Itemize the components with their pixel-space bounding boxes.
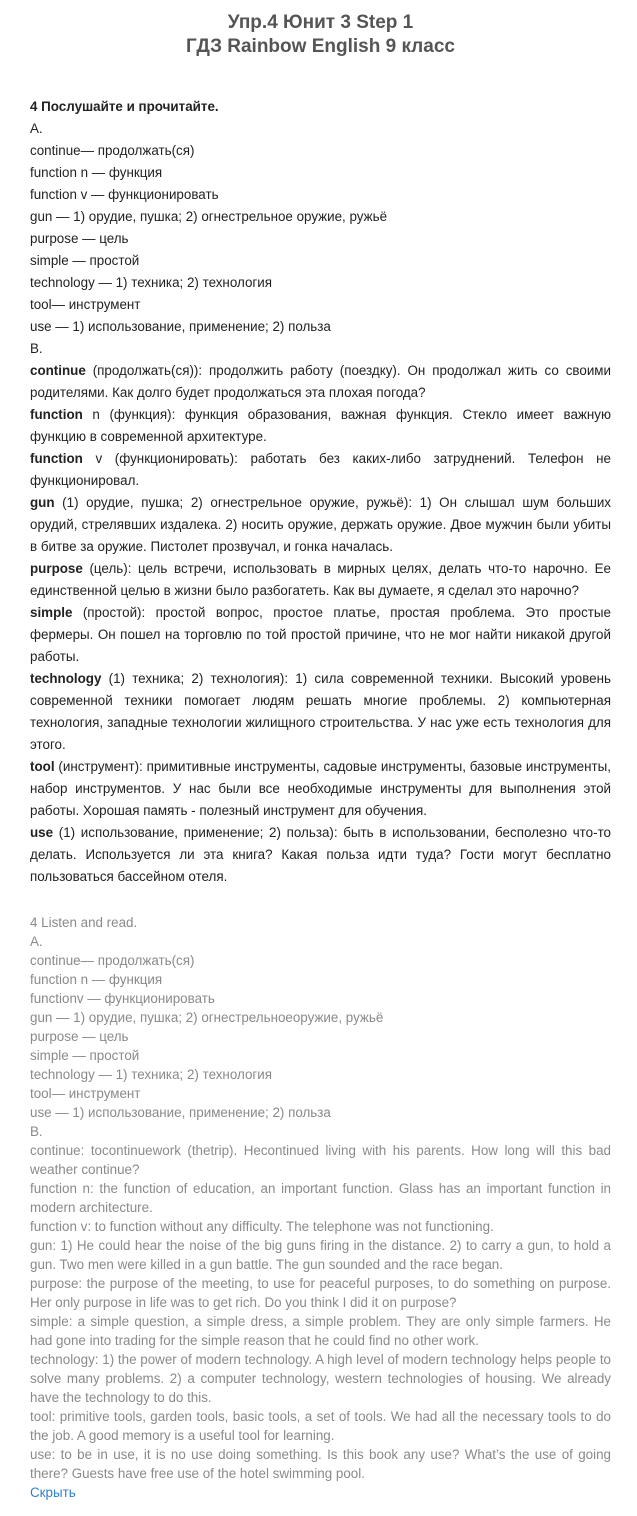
en-b-label: B. (30, 1124, 43, 1139)
ru-entry (30, 448, 611, 492)
ru-entry (30, 668, 611, 756)
en-vocab-item: gun — 1) орудие, пушка; 2) огнестрельноеоружие, ружьё (30, 1010, 384, 1025)
en-entry: purpose: the purpose of the meeting, to use for peaceful purposes, to do something on purpose. Her only purpose in life was to get rich. Do you think I did it on purpose? (30, 1276, 611, 1310)
title-line-2: ГДЗ Rainbow English 9 класс (186, 36, 455, 57)
ru-vocab-item: technology — 1) техника; 2) технология (30, 275, 273, 290)
en-vocab-item: functionv — функционировать (30, 991, 215, 1006)
en-entry: function n: the function of education, an important function. Glass has an important function in modern architecture. (30, 1181, 611, 1215)
ru-entry (30, 558, 611, 602)
en-vocab-item: function n — функция (30, 972, 163, 987)
en-vocab-item: continue— продолжать(ся) (30, 953, 195, 968)
en-entry: tool: primitive tools, garden tools, basic tools, a set of tools. We had all the necessary tools to do the job. A good memory is a useful tool for learning. (30, 1409, 611, 1443)
en-vocab-item: simple — простой (30, 1048, 140, 1063)
ru-entry (30, 492, 611, 558)
en-entry: continue: tocontinuework (thetrip). Hecontinued living with his parents. How long will this bad weather continue? (30, 1143, 611, 1177)
ru-entry-word: simple (30, 605, 73, 620)
ru-b-label: B. (30, 341, 43, 356)
ru-entry-word: function (30, 451, 83, 466)
title-line-1: Упр.4 Юнит 3 Step 1 (227, 12, 414, 33)
page-title (30, 0, 611, 59)
ru-entry (30, 602, 611, 668)
ru-entry-text: (продолжать(ся)): продолжить работу (поездку). Он продолжал жить со своими родителями. Как долго будет продолжаться эта плохая погода? (30, 363, 611, 400)
ru-vocab-item: tool— инструмент (30, 297, 141, 312)
ru-vocab-item: use — 1) использование, применение; 2) польза (30, 319, 331, 334)
ru-entry-word: use (30, 825, 54, 840)
ru-entry-word: function (30, 407, 83, 422)
ru-entry-word: tool (30, 759, 55, 774)
ru-entry-text: v (функционировать): работать без каких-либо затруднений. Телефон не функционировал. (30, 451, 611, 488)
ru-entry-text: (1) орудие, пушка; 2) огнестрельное оружие, ружьё): 1) Он слышал шум больших орудий, стрелявших издалека. 2) носить оружие, держать оружие. Двое мужчин были убиты в битве за оружие. Пистолет прозвучал, и гонка началась. (30, 495, 611, 554)
ru-entry-text: n (функция): функция образования, важная функция. Стекло имеет важную функцию в современной архитектуре. (30, 407, 611, 444)
ru-entry-text: (инструмент): примитивные инструменты, садовые инструменты, базовые инструменты, набор инструментов. У нас были все необходимые инструменты для выполнения этой работы. Хорошая память - полезный инструмент для обучения. (30, 759, 611, 818)
en-entry: function v: to function without any difficulty. The telephone was not functioning. (30, 1219, 494, 1234)
en-vocab-item: purpose — цель (30, 1029, 129, 1044)
ru-vocab-list (30, 140, 611, 338)
ru-vocab-item: continue— продолжать(ся) (30, 143, 195, 158)
ru-entry-text: (цель): цель встречи, использовать в мирных целях, делать что-то нарочно. Ее единственной целью в жизни было разбогатеть. Как вы думаете, я сделал это нарочно? (30, 561, 611, 598)
ru-entry-text: (простой): простой вопрос, простое платье, простая проблема. Это простые фермеры. Он пошел на торговлю по той простой причине, что не мог найти никакой другой работы. (30, 605, 611, 664)
en-heading: 4 Listen and read. (30, 915, 138, 930)
ru-vocab-item: function n — функция (30, 165, 163, 180)
ru-a-label: A. (30, 121, 43, 136)
en-entry: gun: 1) He could hear the noise of the big guns firing in the distance. 2) to carry a gun, to hold a gun. Two men were killed in a gun battle. The gun sounded and the race began. (30, 1238, 611, 1272)
ru-entry-text: (1) техника; 2) технология): 1) сила современной техники. Высокий уровень современной техники помогает людям решать многие проблемы. 2) компьютерная технология, западные технологии жилищного строительства. У нас уже есть технология для этого. (30, 671, 611, 752)
en-entry: technology: 1) the power of modern technology. A high level of modern technology helps people to solve many problems. 2) a computer technology, western technologies of housing. We already have the technology to do this. (30, 1352, 611, 1405)
en-vocab-item: tool— инструмент (30, 1086, 141, 1101)
ru-vocab-item: simple — простой (30, 253, 140, 268)
ru-vocab-item: function v — функционировать (30, 187, 219, 202)
en-entry: use: to be in use, it is no use doing something. Is this book any use? What’s the use of going there? Guests have free use of the hotel swimming pool. (30, 1447, 611, 1481)
ru-entry-word: purpose (30, 561, 83, 576)
hide-link[interactable]: Скрыть (30, 1485, 76, 1500)
en-a-label: A. (30, 934, 43, 949)
ru-entry (30, 404, 611, 448)
en-entries (30, 1141, 611, 1483)
russian-section (30, 96, 611, 888)
ru-entries (30, 360, 611, 888)
ru-entry (30, 822, 611, 888)
en-vocab-list (30, 951, 611, 1122)
ru-entry-word: gun (30, 495, 55, 510)
ru-entry-word: continue (30, 363, 86, 378)
en-vocab-item: technology — 1) техника; 2) технология (30, 1067, 273, 1082)
ru-vocab-item: gun — 1) орудие, пушка; 2) огнестрельное оружие, ружьё (30, 209, 388, 224)
ru-entry (30, 360, 611, 404)
ru-vocab-item: purpose — цель (30, 231, 129, 246)
english-section (30, 913, 611, 1502)
ru-entry-text: (1) использование, применение; 2) польза): быть в использовании, бесполезно что-то делать. Используется ли эта книга? Какая польза идти туда? Гости могут бесплатно пользоваться бассейном отеля. (30, 825, 611, 884)
ru-entry-word: technology (30, 671, 102, 686)
en-vocab-item: use — 1) использование, применение; 2) польза (30, 1105, 331, 1120)
ru-heading: 4 Послушайте и прочитайте. (30, 99, 219, 114)
en-entry: simple: a simple question, a simple dress, a simple problem. They are only simple farmers. He had gone into trading for the simple reason that he could find no other work. (30, 1314, 611, 1348)
ru-entry (30, 756, 611, 822)
